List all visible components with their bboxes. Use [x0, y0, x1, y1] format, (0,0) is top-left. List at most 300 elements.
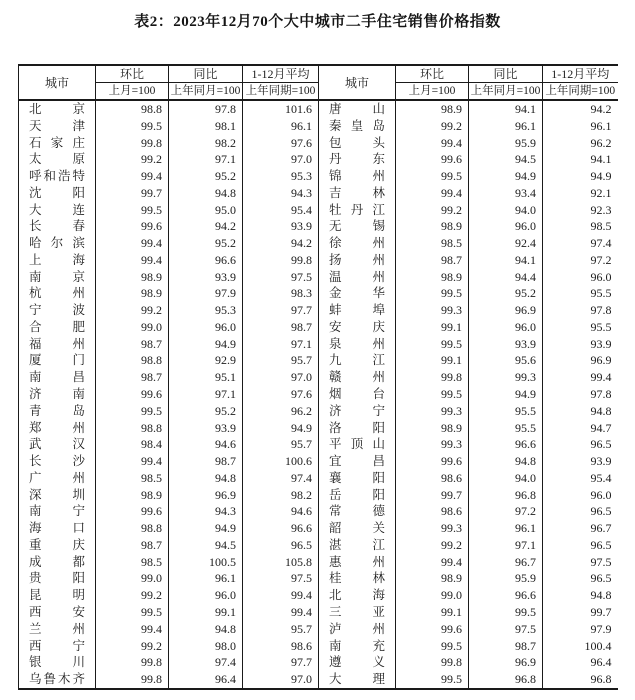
city-name-cell: 宜 昌	[319, 453, 396, 470]
mom-index-cell: 99.5	[96, 604, 169, 621]
city-name-cell: 南 充	[319, 638, 396, 655]
yoy-index-cell: 96.0	[469, 319, 543, 336]
city-name-cell: 昆 明	[19, 587, 96, 604]
yoy-index-cell: 97.1	[169, 151, 243, 168]
city-name-cell: 杭 州	[19, 285, 96, 302]
avg-index-cell: 94.2	[590, 102, 612, 116]
avg-index-cell: 97.2	[590, 252, 612, 267]
table-row	[19, 621, 618, 638]
table-row	[19, 604, 618, 621]
yoy-index-cell: 96.8	[469, 671, 543, 689]
city-name-cell: 扬 州	[319, 252, 396, 269]
yoy-index-cell: 97.1	[469, 537, 543, 554]
yoy-index-cell: 94.5	[469, 151, 543, 168]
header-mom-right: 环比	[396, 65, 469, 83]
yoy-index-cell: 96.0	[169, 587, 243, 604]
header-avg-left: 1-12月平均	[243, 65, 319, 83]
city-name-cell: 贵 阳	[19, 570, 96, 587]
avg-index-cell: 97.8	[590, 303, 612, 318]
mom-index-cell: 99.7	[396, 487, 469, 504]
city-name-cell: 韶 关	[319, 520, 396, 537]
city-name-cell: 吉 林	[319, 185, 396, 202]
avg-index-cell: 97.7	[243, 302, 319, 319]
city-name-cell: 海 口	[19, 520, 96, 537]
subheader-avg-left: 上年同期=100	[243, 83, 319, 101]
yoy-index-cell: 96.6	[469, 587, 543, 604]
city-name-cell: 大 连	[19, 202, 96, 219]
table-body	[19, 100, 618, 689]
mom-index-cell: 99.6	[396, 151, 469, 168]
yoy-index-cell: 97.9	[169, 285, 243, 302]
yoy-index-cell: 94.9	[169, 520, 243, 537]
yoy-index-cell: 96.0	[469, 218, 543, 235]
table-row	[19, 168, 618, 185]
yoy-index-cell: 94.9	[469, 386, 543, 403]
avg-index-cell: 97.0	[243, 671, 319, 689]
avg-index-cell: 96.1	[590, 118, 612, 133]
table-row	[19, 369, 618, 386]
mom-index-cell: 99.4	[96, 168, 169, 185]
avg-index-cell: 94.8	[590, 403, 612, 418]
table-row	[19, 252, 618, 269]
city-name-cell: 福 州	[19, 336, 96, 353]
header-avg-right: 1-12月平均	[543, 65, 618, 83]
avg-index-cell: 95.7	[243, 352, 319, 369]
avg-index-cell: 97.5	[243, 570, 319, 587]
city-name-cell: 遵 义	[319, 654, 396, 671]
yoy-index-cell: 95.1	[169, 369, 243, 386]
mom-index-cell: 99.3	[396, 302, 469, 319]
mom-index-cell: 99.2	[96, 151, 169, 168]
yoy-index-cell: 94.8	[169, 185, 243, 202]
avg-index-cell: 95.5	[590, 286, 612, 301]
mom-index-cell: 99.6	[396, 453, 469, 470]
avg-index-cell: 93.9	[243, 218, 319, 235]
avg-index-cell: 96.5	[243, 537, 319, 554]
yoy-index-cell: 94.9	[169, 336, 243, 353]
header-city-right: 城市	[319, 65, 396, 100]
avg-index-cell: 96.5	[590, 437, 612, 452]
city-name-cell: 深 圳	[19, 487, 96, 504]
city-name-cell: 赣 州	[319, 369, 396, 386]
table-row	[19, 403, 618, 420]
mom-index-cell: 99.2	[396, 537, 469, 554]
table-row	[19, 352, 618, 369]
mom-index-cell: 98.9	[96, 285, 169, 302]
table-row	[19, 100, 618, 118]
subheader-mom-right: 上月=100	[396, 83, 469, 101]
mom-index-cell: 99.5	[96, 118, 169, 135]
avg-index-cell: 94.1	[590, 152, 612, 167]
yoy-index-cell: 98.2	[169, 135, 243, 152]
city-name-cell: 青 岛	[19, 403, 96, 420]
mom-index-cell: 99.4	[396, 135, 469, 152]
yoy-index-cell: 93.9	[469, 336, 543, 353]
city-name-cell: 沈 阳	[19, 185, 96, 202]
avg-index-cell: 98.3	[243, 285, 319, 302]
mom-index-cell: 98.9	[396, 218, 469, 235]
city-name-cell: 无 锡	[319, 218, 396, 235]
avg-index-cell: 99.4	[243, 587, 319, 604]
avg-index-cell: 93.9	[590, 336, 612, 351]
city-name-cell: 泉 州	[319, 336, 396, 353]
mom-index-cell: 98.9	[396, 570, 469, 587]
yoy-index-cell: 94.8	[469, 453, 543, 470]
subheader-avg-right: 上年同期=100	[543, 83, 618, 101]
mom-index-cell: 99.4	[96, 235, 169, 252]
mom-index-cell: 98.8	[96, 100, 169, 118]
city-name-cell: 兰 州	[19, 621, 96, 638]
mom-index-cell: 98.7	[96, 369, 169, 386]
subheader-yoy-right: 上年同月=100	[469, 83, 543, 101]
yoy-index-cell: 94.4	[469, 269, 543, 286]
yoy-index-cell: 96.8	[469, 487, 543, 504]
avg-index-cell: 95.4	[590, 470, 612, 485]
avg-index-cell: 96.9	[590, 353, 612, 368]
yoy-index-cell: 96.6	[469, 436, 543, 453]
header-city-left: 城市	[19, 65, 96, 100]
yoy-index-cell: 100.5	[169, 554, 243, 571]
city-name-cell: 徐 州	[319, 235, 396, 252]
table-row	[19, 218, 618, 235]
city-name-cell: 三 亚	[319, 604, 396, 621]
avg-index-cell: 96.1	[243, 118, 319, 135]
avg-index-cell: 99.4	[243, 604, 319, 621]
city-name-cell: 长 春	[19, 218, 96, 235]
yoy-index-cell: 96.7	[469, 554, 543, 571]
yoy-index-cell: 98.7	[169, 453, 243, 470]
avg-index-cell: 98.2	[243, 487, 319, 504]
table-row	[19, 470, 618, 487]
avg-index-cell: 97.6	[243, 386, 319, 403]
city-name-cell: 北 京	[19, 100, 96, 118]
yoy-index-cell: 93.9	[169, 420, 243, 437]
city-name-cell: 哈 尔 滨	[19, 235, 96, 252]
city-name-cell: 洛 阳	[319, 420, 396, 437]
city-name-cell: 石 家 庄	[19, 135, 96, 152]
mom-index-cell: 99.0	[396, 587, 469, 604]
city-name-cell: 常 德	[319, 503, 396, 520]
avg-index-cell: 92.1	[590, 185, 612, 200]
city-name-cell: 合 肥	[19, 319, 96, 336]
city-name-cell: 郑 州	[19, 420, 96, 437]
table-row	[19, 654, 618, 671]
yoy-index-cell: 95.5	[469, 403, 543, 420]
yoy-index-cell: 97.2	[469, 503, 543, 520]
table-row	[19, 302, 618, 319]
mom-index-cell: 98.4	[96, 436, 169, 453]
city-name-cell: 西 安	[19, 604, 96, 621]
avg-index-cell: 94.9	[243, 420, 319, 437]
avg-index-cell: 97.4	[590, 236, 612, 251]
mom-index-cell: 99.2	[96, 302, 169, 319]
table-row	[19, 638, 618, 655]
avg-index-cell: 99.8	[243, 252, 319, 269]
avg-index-cell: 94.3	[243, 185, 319, 202]
avg-index-cell: 96.7	[590, 521, 612, 536]
mom-index-cell: 99.0	[96, 319, 169, 336]
city-name-cell: 金 华	[319, 285, 396, 302]
table-row	[19, 420, 618, 437]
city-name-cell: 长 沙	[19, 453, 96, 470]
mom-index-cell: 99.4	[396, 554, 469, 571]
mom-index-cell: 99.6	[96, 218, 169, 235]
yoy-index-cell: 95.2	[169, 403, 243, 420]
yoy-index-cell: 99.3	[469, 369, 543, 386]
avg-index-cell: 97.9	[590, 621, 612, 636]
city-name-cell: 泸 州	[319, 621, 396, 638]
yoy-index-cell: 95.9	[469, 135, 543, 152]
city-name-cell: 安 庆	[319, 319, 396, 336]
mom-index-cell: 99.3	[396, 436, 469, 453]
avg-index-cell: 97.7	[243, 654, 319, 671]
avg-index-cell: 93.9	[590, 454, 612, 469]
mom-index-cell: 99.5	[396, 336, 469, 353]
table-row	[19, 487, 618, 504]
yoy-index-cell: 94.8	[169, 621, 243, 638]
avg-index-cell: 105.8	[243, 554, 319, 571]
city-name-cell: 上 海	[19, 252, 96, 269]
mom-index-cell: 98.5	[396, 235, 469, 252]
mom-index-cell: 99.6	[396, 621, 469, 638]
table-row	[19, 185, 618, 202]
yoy-index-cell: 98.7	[469, 638, 543, 655]
yoy-index-cell: 94.5	[169, 537, 243, 554]
yoy-index-cell: 92.4	[469, 235, 543, 252]
mom-index-cell: 99.0	[96, 570, 169, 587]
mom-index-cell: 99.2	[96, 587, 169, 604]
avg-index-cell: 95.7	[243, 436, 319, 453]
yoy-index-cell: 95.2	[169, 235, 243, 252]
yoy-index-cell: 95.9	[469, 570, 543, 587]
yoy-index-cell: 94.8	[169, 470, 243, 487]
mom-index-cell: 98.8	[96, 352, 169, 369]
table-row	[19, 269, 618, 286]
table-row	[19, 570, 618, 587]
avg-index-cell: 96.0	[590, 487, 612, 502]
mom-index-cell: 99.1	[396, 352, 469, 369]
mom-index-cell: 99.2	[96, 638, 169, 655]
mom-index-cell: 99.5	[396, 168, 469, 185]
table-row	[19, 319, 618, 336]
yoy-index-cell: 92.9	[169, 352, 243, 369]
mom-index-cell: 98.9	[396, 420, 469, 437]
yoy-index-cell: 94.2	[169, 218, 243, 235]
table-row	[19, 135, 618, 152]
price-index-table	[18, 64, 617, 690]
mom-index-cell: 99.8	[396, 369, 469, 386]
avg-index-cell: 94.9	[590, 169, 612, 184]
city-name-cell: 秦 皇 岛	[319, 118, 396, 135]
city-name-cell: 锦 州	[319, 168, 396, 185]
table-row	[19, 503, 618, 520]
city-name-cell: 广 州	[19, 470, 96, 487]
city-name-cell: 襄 阳	[319, 470, 396, 487]
mom-index-cell: 99.4	[396, 185, 469, 202]
mom-index-cell: 99.8	[96, 671, 169, 689]
mom-index-cell: 99.5	[396, 386, 469, 403]
avg-index-cell: 99.7	[590, 604, 612, 619]
avg-index-cell: 96.8	[590, 672, 612, 687]
yoy-index-cell: 94.6	[169, 436, 243, 453]
mom-index-cell: 99.5	[96, 403, 169, 420]
yoy-index-cell: 95.2	[469, 285, 543, 302]
yoy-index-cell: 94.3	[169, 503, 243, 520]
mom-index-cell: 99.5	[396, 285, 469, 302]
avg-index-cell: 100.4	[584, 638, 612, 653]
avg-index-cell: 97.5	[243, 269, 319, 286]
avg-index-cell: 96.2	[590, 135, 612, 150]
yoy-index-cell: 96.1	[169, 570, 243, 587]
mom-index-cell: 99.2	[396, 118, 469, 135]
yoy-index-cell: 93.9	[169, 269, 243, 286]
subheader-mom-left: 上月=100	[96, 83, 169, 101]
mom-index-cell: 98.5	[96, 554, 169, 571]
city-name-cell: 天 津	[19, 118, 96, 135]
yoy-index-cell: 94.1	[469, 100, 543, 118]
header-yoy-left: 同比	[169, 65, 243, 83]
city-name-cell: 武 汉	[19, 436, 96, 453]
subheader-yoy-left: 上年同月=100	[169, 83, 243, 101]
avg-index-cell: 94.8	[590, 588, 612, 603]
mom-index-cell: 99.6	[96, 386, 169, 403]
mom-index-cell: 99.3	[396, 520, 469, 537]
yoy-index-cell: 96.4	[169, 671, 243, 689]
avg-index-cell: 98.7	[243, 319, 319, 336]
table-row	[19, 285, 618, 302]
yoy-index-cell: 94.9	[469, 168, 543, 185]
mom-index-cell: 98.9	[396, 100, 469, 118]
mom-index-cell: 99.5	[96, 202, 169, 219]
avg-index-cell: 96.0	[590, 269, 612, 284]
avg-index-cell: 94.7	[590, 420, 612, 435]
table-row	[19, 671, 618, 689]
city-name-cell: 重 庆	[19, 537, 96, 554]
avg-index-cell: 96.2	[243, 403, 319, 420]
city-name-cell: 大 理	[319, 671, 396, 689]
mom-index-cell: 99.4	[96, 621, 169, 638]
avg-index-cell: 95.4	[243, 202, 319, 219]
avg-index-cell: 95.7	[243, 621, 319, 638]
mom-index-cell: 99.1	[396, 604, 469, 621]
avg-index-cell: 96.5	[590, 571, 612, 586]
yoy-index-cell: 99.1	[169, 604, 243, 621]
city-name-cell: 南 昌	[19, 369, 96, 386]
city-name-cell: 湛 江	[319, 537, 396, 554]
city-name-cell: 牡 丹 江	[319, 202, 396, 219]
city-name-cell: 济 宁	[319, 403, 396, 420]
table-row	[19, 520, 618, 537]
avg-index-cell: 98.6	[243, 638, 319, 655]
city-name-cell: 九 江	[319, 352, 396, 369]
mom-index-cell: 98.9	[96, 487, 169, 504]
mom-index-cell: 99.6	[96, 503, 169, 520]
mom-index-cell: 99.4	[96, 453, 169, 470]
avg-index-cell: 96.6	[243, 520, 319, 537]
avg-index-cell: 96.5	[590, 537, 612, 552]
avg-index-cell: 96.4	[590, 655, 612, 670]
table-row	[19, 554, 618, 571]
yoy-index-cell: 93.4	[469, 185, 543, 202]
mom-index-cell: 99.5	[396, 671, 469, 689]
data-table	[18, 64, 618, 690]
table-row	[19, 235, 618, 252]
avg-index-cell: 97.0	[243, 151, 319, 168]
avg-index-cell: 97.0	[243, 369, 319, 386]
city-name-cell: 西 宁	[19, 638, 96, 655]
mom-index-cell: 98.7	[396, 252, 469, 269]
mom-index-cell: 98.6	[396, 503, 469, 520]
yoy-index-cell: 99.5	[469, 604, 543, 621]
city-name-cell: 平 顶 山	[319, 436, 396, 453]
avg-index-cell: 97.1	[243, 336, 319, 353]
city-name-cell: 乌 鲁 木 齐	[19, 671, 96, 689]
yoy-index-cell: 96.1	[469, 118, 543, 135]
city-name-cell: 惠 州	[319, 554, 396, 571]
mom-index-cell: 99.8	[96, 654, 169, 671]
header-yoy-right: 同比	[469, 65, 543, 83]
mom-index-cell: 98.9	[396, 269, 469, 286]
city-name-cell: 宁 波	[19, 302, 96, 319]
table-header	[19, 65, 618, 100]
city-name-cell: 南 京	[19, 269, 96, 286]
avg-index-cell: 95.3	[243, 168, 319, 185]
avg-index-cell: 96.5	[590, 504, 612, 519]
mom-index-cell: 98.8	[96, 420, 169, 437]
mom-index-cell: 99.3	[396, 403, 469, 420]
city-name-cell: 岳 阳	[319, 487, 396, 504]
table-row	[19, 151, 618, 168]
city-name-cell: 烟 台	[319, 386, 396, 403]
city-name-cell: 桂 林	[319, 570, 396, 587]
avg-index-cell: 101.6	[243, 100, 319, 118]
yoy-index-cell: 94.0	[469, 202, 543, 219]
mom-index-cell: 99.8	[396, 654, 469, 671]
yoy-index-cell: 96.9	[469, 654, 543, 671]
city-name-cell: 济 南	[19, 386, 96, 403]
yoy-index-cell: 98.0	[169, 638, 243, 655]
table-row	[19, 118, 618, 135]
mom-index-cell: 99.2	[396, 202, 469, 219]
yoy-index-cell: 96.9	[469, 302, 543, 319]
yoy-index-cell: 96.1	[469, 520, 543, 537]
city-name-cell: 北 海	[319, 587, 396, 604]
city-name-cell: 厦 门	[19, 352, 96, 369]
avg-index-cell: 100.6	[243, 453, 319, 470]
avg-index-cell: 94.6	[243, 503, 319, 520]
mom-index-cell: 99.5	[396, 638, 469, 655]
yoy-index-cell: 95.6	[469, 352, 543, 369]
city-name-cell: 呼 和 浩 特	[19, 168, 96, 185]
table-row	[19, 202, 618, 219]
city-name-cell: 成 都	[19, 554, 96, 571]
yoy-index-cell: 94.1	[469, 252, 543, 269]
table-row	[19, 537, 618, 554]
table-row	[19, 386, 618, 403]
city-name-cell: 温 州	[319, 269, 396, 286]
table-row	[19, 336, 618, 353]
avg-index-cell: 94.2	[243, 235, 319, 252]
yoy-index-cell: 96.0	[169, 319, 243, 336]
avg-index-cell: 99.4	[590, 370, 612, 385]
avg-index-cell: 92.3	[590, 202, 612, 217]
mom-index-cell: 98.5	[96, 470, 169, 487]
yoy-index-cell: 97.1	[169, 386, 243, 403]
city-name-cell: 太 原	[19, 151, 96, 168]
yoy-index-cell: 95.3	[169, 302, 243, 319]
avg-index-cell: 97.6	[243, 135, 319, 152]
avg-index-cell: 97.4	[243, 470, 319, 487]
